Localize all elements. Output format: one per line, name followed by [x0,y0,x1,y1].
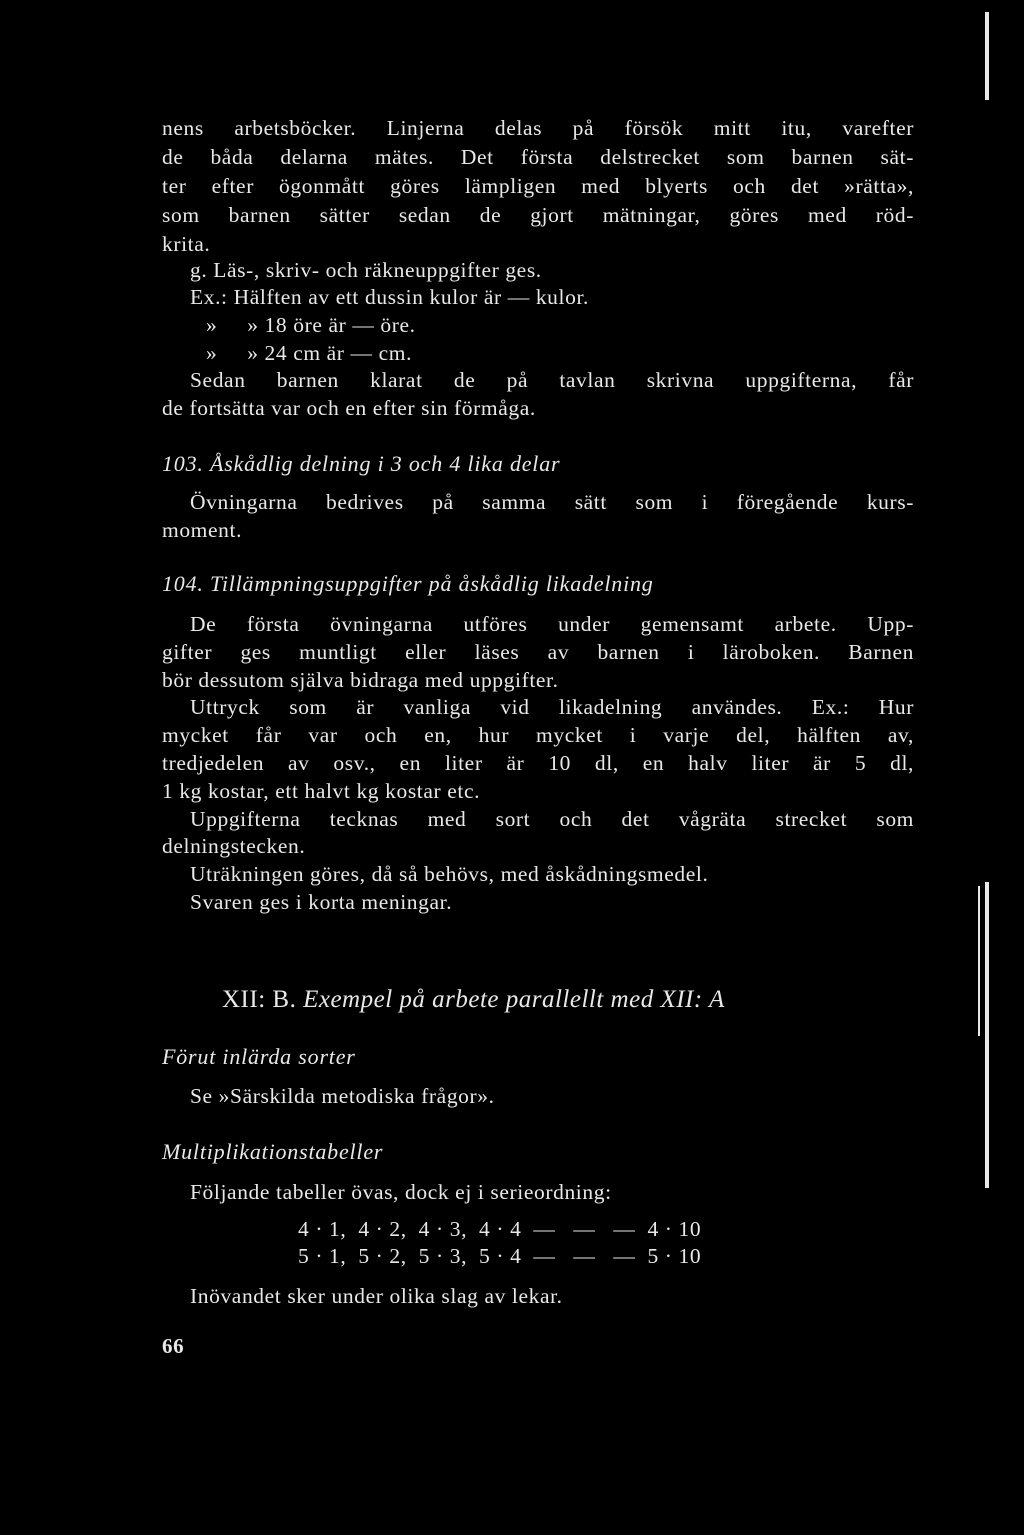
text-line: som barnen sätter sedan de gjort mätningar, göres med röd- [162,203,914,227]
subheading-multiplication: Multiplikationstabeller [162,1139,384,1164]
text-line: Sedan barnen klarat de på tavlan skrivna uppgifterna, får [190,368,914,392]
text-line: delningstecken. [162,834,306,858]
text-line: Uppgifterna tecknas med sort och det vågräta strecket som [190,807,914,831]
margin-rule-lower [985,882,989,1188]
subheading-forut: Förut inlärda sorter [162,1044,356,1069]
text-line: tredjedelen av osv., en liter är 10 dl, en halv liter är 5 dl, [162,751,914,775]
example-line: Ex.: Hälften av ett dussin kulor är — kulor. [190,285,589,309]
chapter-label: XII: B. [222,986,297,1013]
margin-rule-top [985,12,989,100]
text-line: g. Läs-, skriv- och räkneuppgifter ges. [190,258,542,282]
text-line: de fortsätta var och en efter sin förmåga. [162,396,536,420]
example-line: » » 24 cm är — cm. [206,341,413,365]
chapter-heading [222,986,725,1014]
text-line: moment. [162,518,243,542]
chapter-title: Exempel på arbete parallellt med XII: A [303,986,725,1013]
text-line: ter efter ögonmått göres lämpligen med blyerts och det »rätta», [162,174,914,198]
page-number: 66 [162,1334,185,1358]
text-line: krita. [162,232,211,256]
margin-rule-lower-thin [978,886,980,1036]
text-line: gifter ges muntligt eller läses av barnen i läroboken. Barnen [162,640,914,664]
text-line: 1 kg kostar, ett halvt kg kostar etc. [162,779,481,803]
text-line: Se »Särskilda metodiska frågor». [190,1084,495,1108]
text-line: Inövandet sker under olika slag av lekar. [190,1284,563,1308]
text-line: De första övningarna utföres under gemensamt arbete. Upp- [190,612,914,636]
section-heading-103: 103. Åskådlig delning i 3 och 4 lika delar [162,451,561,476]
example-line: » » 18 öre är — öre. [206,313,416,337]
text-line: Följande tabeller övas, dock ej i serieordning: [190,1180,612,1204]
text-line: mycket får var och en, hur mycket i varje del, hälften av, [162,723,914,747]
text-line: Svaren ges i korta meningar. [190,890,453,914]
text-line: de båda delarna mätes. Det första delstrecket som barnen sät- [162,145,914,169]
section-heading-104: 104. Tillämpningsuppgifter på åskådlig likadelning [162,571,654,596]
table-row: 5 · 1, 5 · 2, 5 · 3, 5 · 4 — — — 5 · 10 [298,1244,702,1268]
table-row: 4 · 1, 4 · 2, 4 · 3, 4 · 4 — — — 4 · 10 [298,1217,702,1241]
text-line: Uttryck som är vanliga vid likadelning användes. Ex.: Hur [190,695,914,719]
text-line: bör dessutom själva bidraga med uppgifter. [162,668,559,692]
text-line: Uträkningen göres, då så behövs, med åskådningsmedel. [190,862,709,886]
text-line: nens arbetsböcker. Linjerna delas på försök mitt itu, varefter [162,116,914,140]
text-line: Övningarna bedrives på samma sätt som i föregående kurs- [190,490,914,514]
